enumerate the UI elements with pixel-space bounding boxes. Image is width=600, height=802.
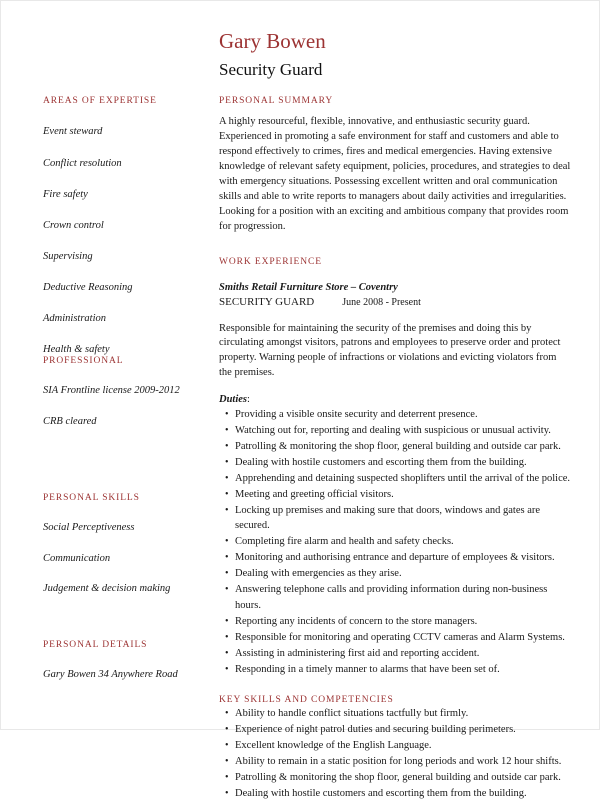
sidebar-item-expertise: Conflict resolution — [43, 157, 122, 169]
heading-personal-summary: PERSONAL SUMMARY — [219, 96, 334, 106]
role-title: SECURITY GUARD — [219, 295, 315, 308]
role-line — [219, 295, 571, 310]
candidate-name: Gary Bowen — [219, 29, 326, 53]
duties-list — [219, 407, 571, 678]
sidebar-item-expertise: Event steward — [43, 126, 103, 138]
duty-item: • Apprehending and detaining suspected shoplifters until the arrival of the police. — [235, 471, 571, 487]
work-experience-entry — [219, 268, 571, 309]
candidate-job-title: Security Guard — [219, 60, 323, 79]
sidebar-heading-areas-of-expertise: AREAS OF EXPERTISE — [43, 96, 157, 106]
key-skills-list — [219, 706, 571, 802]
sidebar-section-areas-of-expertise — [43, 96, 208, 356]
sidebar-section-personal-skills — [43, 493, 208, 595]
role-responsibilities: Responsible for maintaining the security of the premises and doing this by circulating amongst visitors, patrons and employees to preserve order and protect property. Warning people of infractions or violations and evicting violators from the premises. — [219, 322, 561, 379]
duty-item: • Answering telephone calls and providing information during non-business hours. — [235, 582, 571, 614]
duties-label — [219, 393, 571, 407]
sidebar-item-expertise: Crown control — [43, 219, 104, 231]
sidebar-heading-personal-details: PERSONAL DETAILS — [43, 640, 148, 650]
key-skill-item: • Excellent knowledge of the English Language. — [235, 738, 571, 754]
duty-item: • Dealing with hostile customers and escorting them from the building. — [235, 455, 571, 471]
sidebar-item-professional: CRB cleared — [43, 415, 97, 427]
sidebar-item-personal-skill: Communication — [43, 552, 111, 564]
employer-name: Smiths Retail Furniture Store – Coventry — [219, 282, 398, 294]
heading-key-skills: KEY SKILLS AND COMPETENCIES — [219, 694, 394, 705]
duties-label-text: Duties — [219, 394, 248, 406]
duty-item: • Completing fire alarm and health and safety checks. — [235, 534, 571, 550]
key-skill-item: • Ability to remain in a static position for long periods and work 12 hour shifts. — [235, 754, 571, 770]
duty-item: • Dealing with emergencies as they arise. — [235, 566, 571, 582]
duties-block — [219, 381, 571, 678]
key-skill-item: • Experience of night patrol duties and securing building perimeters. — [235, 722, 571, 738]
duty-item: • Watching out for, reporting and dealing with suspicious or unusual activity. — [235, 423, 571, 439]
sidebar-item-personal-detail: Gary Bowen 34 Anywhere Road — [43, 669, 178, 681]
heading-work-experience: WORK EXPERIENCE — [219, 256, 322, 267]
sidebar-section-professional — [43, 356, 208, 428]
duty-item: • Patrolling & monitoring the shop floor, general building and outside car park. — [235, 439, 571, 455]
duty-item: • Meeting and greeting official visitors. — [235, 487, 571, 503]
role-dates: June 2008 - Present — [342, 296, 421, 308]
sidebar-item-expertise: Administration — [43, 313, 107, 325]
section-key-skills — [219, 678, 571, 802]
key-skill-item: • Dealing with hostile customers and escorting them from the building. — [235, 786, 571, 802]
duty-item: • Providing a visible onsite security and deterrent presence. — [235, 407, 571, 423]
duty-item: • Monitoring and authorising entrance and departure of employees & visitors. — [235, 550, 571, 566]
sidebar-heading-professional: PROFESSIONAL — [43, 356, 124, 366]
sidebar-item-personal-skill: Social Perceptiveness — [43, 522, 135, 534]
duty-item: • Reporting any incidents of concern to the store managers. — [235, 614, 571, 630]
duty-item: • Responding in a timely manner to alarms that have been set of. — [235, 662, 571, 678]
personal-summary-objective: Looking for a position with an exciting and ambitious company that provides room for progression. — [219, 205, 569, 232]
duty-item: • Responsible for monitoring and operating CCTV cameras and Alarm Systems. — [235, 630, 571, 646]
sidebar-item-expertise: Health & safety — [43, 344, 110, 356]
sidebar-item-professional: SIA Frontline license 2009-2012 — [43, 385, 180, 397]
key-skill-item: • Patrolling & monitoring the shop floor, general building and outside car park. — [235, 770, 571, 786]
sidebar-section-personal-details — [43, 640, 208, 682]
section-personal-summary — [219, 78, 571, 235]
duty-item: • Assisting in administering first aid and reporting accident. — [235, 646, 571, 662]
sidebar-item-expertise: Supervising — [43, 250, 93, 262]
sidebar-item-expertise: Fire safety — [43, 188, 88, 200]
personal-summary-paragraph: A highly resourceful, flexible, innovative, and enthusiastic security guard. Experienced in promoting a safe environment for staff and customers and able to respond effectively to crimes, fires and medical emergencies. Having extensive knowledge of relevant safety equipment, policies, procedures, and strategies to deal with emergency situations. Possessing excellent written and oral communication skills and able to write reports to managers about daily activities and irregularities. — [219, 116, 571, 202]
duties-label-colon: : — [247, 394, 250, 406]
duty-item: • Locking up premises and making sure that doors, windows and gates are secured. — [235, 503, 571, 535]
sidebar-item-personal-skill: Judgement & decision making — [43, 582, 171, 594]
sidebar-item-expertise: Deductive Reasoning — [43, 282, 133, 294]
key-skill-item: • Ability to handle conflict situations tactfully but firmly. — [235, 706, 571, 722]
section-work-experience — [219, 235, 571, 678]
main-column — [219, 1, 571, 802]
sidebar-heading-personal-skills: PERSONAL SKILLS — [43, 493, 140, 503]
